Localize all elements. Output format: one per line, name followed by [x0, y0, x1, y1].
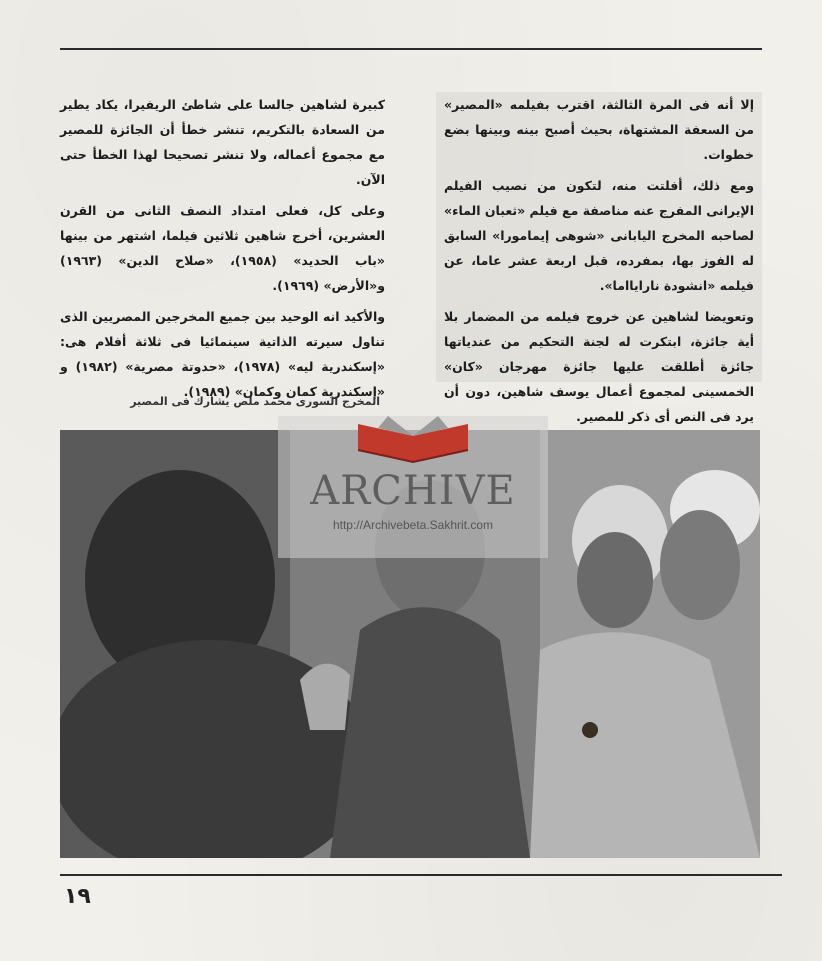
paragraph: وتعويضا لشاهين عن خروج فيلمه من المضمار بلا أية جائزة، ابتكرت له لجنة التحكيم من عندياتها جائزة أطلقت عليها جائزة مهرجان «كان» الخمسينى لمجموع أعمال يوسف شاهين، دون أن يرد فى النص أى ذكر للمصير.	[444, 309, 754, 424]
photo-caption: المخرج السورى محمد ملص يشارك فى المصير	[130, 395, 380, 408]
page-number: ١٩	[64, 884, 91, 909]
paragraph: كبيرة لشاهين جالسا على شاطئ الريفيرا، يكاد يطير من السعادة بالتكريم، تنشر خطأ أن الجائزة للمصير مع مجموع أعماله، ولا تنشر تصحيحا لهذا الخطأ حتى الآن.	[60, 97, 385, 187]
bottom-rule	[60, 874, 782, 876]
watermark-title: ARCHIVE	[310, 468, 516, 514]
top-rule	[60, 48, 762, 50]
book-logo-icon	[348, 414, 478, 470]
paragraph: وعلى كل، فعلى امتداد النصف الثانى من القرن العشرين، أخرج شاهين ثلاثين فيلما، اشتهر من بينها «باب الحديد» (١٩٥٨)، «صلاح الدين» (١٩٦٣) و«الأرض» (١٩٦٩).	[60, 203, 385, 293]
paragraph: والأكيد انه الوحيد بين جميع المخرجين المصريين الذى تناول سيرته الذاتية سينمائيا فى ثلاثة أفلام هى: «إسكندرية ليه» (١٩٧٨)، «حدوتة مصرية» (١٩٨٢) و «إسكندرية كمان وكمان» (١٩٨٩).	[60, 309, 385, 399]
article-column-left	[60, 92, 385, 410]
paragraph: إلا أنه فى المرة الثالثة، اقترب بفيلمه «المصير» من السعفة المشتهاة، بحيث أصبح بينه وبينها بضع خطوات.	[444, 97, 754, 162]
article-column-right	[436, 92, 762, 424]
paragraph: ومع ذلك، أفلتت منه، لتكون من نصيب الفيلم الإيرانى المفرج عنه مناصفة مع فيلم «ثعبان الماء» لصاحبه المخرج اليابانى «شوهى إيمامورا» السابق له الفوز بها، بمفرده، قبل اربعة عشر عاما، عن فيلمه «انشودة نارايااما».	[444, 178, 754, 293]
watermark-url: http://Archivebeta.Sakhrit.com	[332, 518, 494, 532]
